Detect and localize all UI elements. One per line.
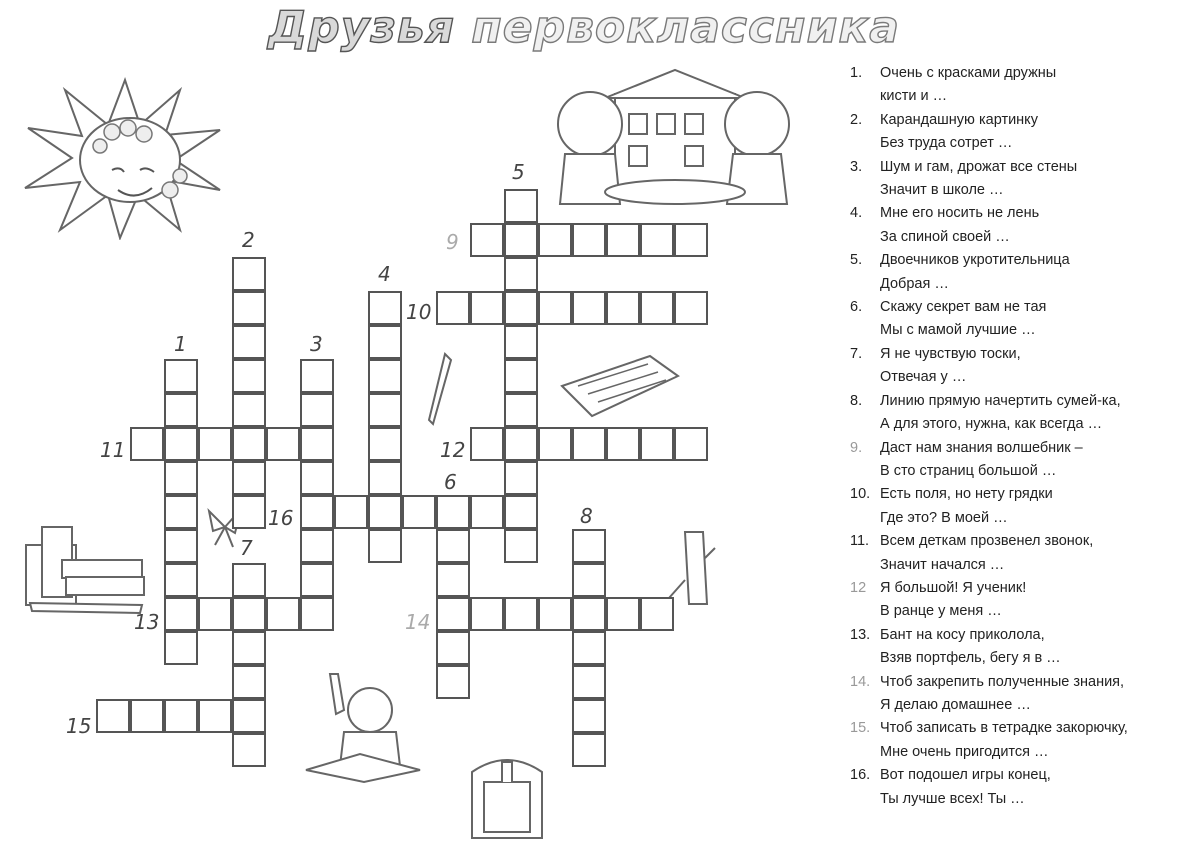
crossword-cell[interactable] — [232, 597, 266, 631]
clue-item-text: Двоечников укротительница Добрая … — [880, 252, 1070, 292]
clue-number-3: 3 — [310, 332, 323, 356]
crossword-cell[interactable] — [232, 461, 266, 495]
crossword-cell[interactable] — [572, 733, 606, 767]
crossword-cell[interactable] — [232, 325, 266, 359]
clue-item-number: 13. — [850, 626, 871, 643]
crossword-cell[interactable] — [368, 393, 402, 427]
clue-item-number: 15. — [850, 720, 871, 737]
crossword-cell[interactable] — [96, 699, 130, 733]
clue-item-number: 10. — [850, 486, 871, 503]
crossword-cell[interactable] — [572, 563, 606, 597]
crossword-cell[interactable] — [164, 359, 198, 393]
crossword-cell[interactable] — [572, 665, 606, 699]
crossword-cell[interactable] — [232, 359, 266, 393]
clue-item — [850, 202, 1190, 249]
clue-item-number: 16. — [850, 767, 871, 784]
crossword-cell[interactable] — [572, 529, 606, 563]
clue-item-number: 11. — [850, 533, 870, 550]
crossword-cell[interactable] — [504, 393, 538, 427]
crossword-cell[interactable] — [470, 291, 504, 325]
crossword-cell[interactable] — [334, 495, 368, 529]
clue-item-number: 8. — [850, 392, 863, 409]
crossword-cell[interactable] — [368, 359, 402, 393]
crossword-cell[interactable] — [504, 291, 538, 325]
crossword-cell[interactable] — [300, 529, 334, 563]
crossword-cell[interactable] — [164, 427, 198, 461]
clue-list — [850, 62, 1190, 811]
clue-item-text: Всем деткам прозвенел звонок, Значит начался … — [880, 533, 1094, 573]
crossword-cell[interactable] — [470, 495, 504, 529]
crossword-cell[interactable] — [300, 495, 334, 529]
crossword-cell[interactable] — [470, 597, 504, 631]
crossword-cell[interactable] — [232, 733, 266, 767]
clue-number-7: 7 — [240, 536, 253, 560]
clue-number-6: 6 — [444, 470, 457, 494]
crossword-cell[interactable] — [504, 495, 538, 529]
title-word-2: первоклассника — [471, 2, 900, 53]
clue-item — [850, 296, 1190, 343]
crossword-cell[interactable] — [538, 291, 572, 325]
crossword-cell[interactable] — [164, 699, 198, 733]
crossword-cell[interactable] — [232, 427, 266, 461]
crossword-cell[interactable] — [164, 631, 198, 665]
crossword-cell[interactable] — [504, 359, 538, 393]
crossword-cell[interactable] — [164, 393, 198, 427]
crossword-cell[interactable] — [504, 597, 538, 631]
crossword-cell[interactable] — [368, 461, 402, 495]
clue-item — [850, 156, 1190, 203]
clue-item — [850, 671, 1190, 718]
crossword-cell[interactable] — [572, 597, 606, 631]
crossword-cell[interactable] — [198, 427, 232, 461]
clue-item-number: 2. — [850, 111, 863, 128]
crossword-cell[interactable] — [572, 631, 606, 665]
crossword-cell[interactable] — [300, 427, 334, 461]
crossword-cell[interactable] — [232, 699, 266, 733]
clue-item-text: Вот подошел игры конец, Ты лучше всех! Ты … — [880, 767, 1051, 807]
crossword-cell[interactable] — [504, 427, 538, 461]
crossword-cell[interactable] — [572, 427, 606, 461]
crossword-cell[interactable] — [538, 223, 572, 257]
clue-number-12: 12 — [440, 438, 466, 462]
clue-number-14: 14 — [405, 610, 431, 634]
clue-item-number: 12 — [850, 579, 867, 596]
clue-item-number: 6. — [850, 299, 863, 316]
crossword-cell[interactable] — [300, 563, 334, 597]
crossword-cell[interactable] — [640, 291, 674, 325]
crossword-cell[interactable] — [368, 291, 402, 325]
crossword-cell[interactable] — [504, 257, 538, 291]
crossword-cell[interactable] — [198, 699, 232, 733]
crossword-cell[interactable] — [606, 597, 640, 631]
crossword-cell[interactable] — [402, 495, 436, 529]
crossword-cell[interactable] — [606, 427, 640, 461]
crossword-cell[interactable] — [164, 597, 198, 631]
crossword-cell[interactable] — [368, 495, 402, 529]
clue-item — [850, 437, 1190, 484]
crossword-cell[interactable] — [674, 427, 708, 461]
crossword-cell[interactable] — [674, 223, 708, 257]
clue-item-number: 3. — [850, 158, 863, 175]
clue-item — [850, 343, 1190, 390]
clue-number-1: 1 — [174, 332, 187, 356]
clue-item-number: 9. — [850, 439, 863, 456]
crossword-cell[interactable] — [674, 291, 708, 325]
crossword-cell[interactable] — [232, 631, 266, 665]
crossword-cell[interactable] — [436, 631, 470, 665]
crossword-cell[interactable] — [436, 563, 470, 597]
crossword-cell[interactable] — [300, 359, 334, 393]
clue-number-11: 11 — [100, 438, 126, 462]
crossword-cell[interactable] — [640, 427, 674, 461]
crossword-cell[interactable] — [300, 597, 334, 631]
clue-item-number: 1. — [850, 65, 863, 81]
crossword-cell[interactable] — [436, 665, 470, 699]
clue-number-9: 9 — [446, 230, 459, 254]
clue-number-2: 2 — [242, 228, 255, 252]
clue-item — [850, 62, 1190, 109]
crossword-cell[interactable] — [300, 393, 334, 427]
crossword-cell[interactable] — [164, 461, 198, 495]
crossword-cell[interactable] — [504, 189, 538, 223]
crossword-cell[interactable] — [368, 529, 402, 563]
clue-number-10: 10 — [406, 300, 432, 324]
crossword-cell[interactable] — [572, 699, 606, 733]
clue-number-4: 4 — [378, 262, 391, 286]
clue-number-5: 5 — [512, 160, 525, 184]
crossword-cell[interactable] — [436, 529, 470, 563]
crossword-cell[interactable] — [232, 291, 266, 325]
crossword-cell[interactable] — [470, 427, 504, 461]
clue-item-number: 4. — [850, 205, 863, 222]
clue-item — [850, 249, 1190, 296]
crossword-cell[interactable] — [504, 529, 538, 563]
crossword-cell[interactable] — [266, 427, 300, 461]
clue-item-text: Мне его носить не лень За спиной своей … — [880, 205, 1040, 245]
clue-item — [850, 390, 1190, 437]
clue-item — [850, 764, 1190, 811]
clue-item — [850, 717, 1190, 764]
clue-item — [850, 109, 1190, 156]
clue-item — [850, 483, 1190, 530]
crossword-cell[interactable] — [538, 597, 572, 631]
crossword-cell[interactable] — [504, 325, 538, 359]
crossword-cell[interactable] — [436, 597, 470, 631]
crossword-cell[interactable] — [232, 257, 266, 291]
clue-item — [850, 624, 1190, 671]
crossword-cell[interactable] — [470, 223, 504, 257]
crossword-cell[interactable] — [164, 495, 198, 529]
crossword-cell[interactable] — [572, 291, 606, 325]
crossword-cell[interactable] — [198, 597, 232, 631]
clue-item-text: Я большой! Я ученик! В ранце у меня … — [880, 579, 1027, 620]
clue-item-text: Бант на косу приколола, Взяв портфель, бегу я в … — [880, 626, 1061, 667]
clue-item-number: 5. — [850, 252, 863, 269]
clue-item-number: 7. — [850, 345, 863, 362]
crossword-cell[interactable] — [130, 427, 164, 461]
clue-item-text: Карандашную картинку Без труда сотрет … — [880, 111, 1038, 152]
clue-item-text: Шум и гам, дрожат все стены Значит в школе … — [880, 158, 1078, 199]
clue-number-16: 16 — [268, 506, 294, 530]
crossword-cell[interactable] — [606, 223, 640, 257]
clue-item-text: Есть поля, но нету грядки Где это? В моей … — [880, 486, 1053, 526]
clue-item — [850, 577, 1190, 624]
crossword-cell[interactable] — [504, 461, 538, 495]
crossword-cell[interactable] — [368, 325, 402, 359]
crossword-cell[interactable] — [436, 291, 470, 325]
crossword-cell[interactable] — [130, 699, 164, 733]
crossword-cell[interactable] — [164, 529, 198, 563]
crossword-cell[interactable] — [232, 495, 266, 529]
clue-item-text: Скажу секрет вам не тая Мы с мамой лучшие … — [880, 299, 1047, 339]
clue-item-text: Чтоб записать в тетрадке закорючку, Мне очень пригодится … — [880, 720, 1128, 760]
crossword-cell[interactable] — [164, 563, 198, 597]
clue-item — [850, 530, 1190, 577]
clue-item-text: Я не чувствую тоски, Отвечая у … — [880, 345, 1021, 386]
crossword-cell[interactable] — [538, 427, 572, 461]
crossword-cell[interactable] — [232, 393, 266, 427]
clue-item-text: Чтоб закрепить полученные знания, Я делаю домашнее … — [880, 673, 1125, 713]
crossword-cell[interactable] — [368, 427, 402, 461]
clue-number-13: 13 — [134, 610, 160, 634]
title-word-1: Друзья — [268, 2, 456, 53]
crossword-cell[interactable] — [640, 223, 674, 257]
crossword-cell[interactable] — [300, 461, 334, 495]
clue-number-15: 15 — [66, 714, 92, 738]
crossword-cell[interactable] — [232, 563, 266, 597]
clue-number-8: 8 — [580, 504, 593, 528]
clue-item-text: Даст нам знания волшебник – В сто страниц большой … — [880, 439, 1083, 479]
crossword-cell[interactable] — [640, 597, 674, 631]
crossword-cell[interactable] — [232, 665, 266, 699]
crossword-cell[interactable] — [572, 223, 606, 257]
crossword-cell[interactable] — [606, 291, 640, 325]
crossword-cell[interactable] — [436, 495, 470, 529]
crossword-cell[interactable] — [266, 597, 300, 631]
clue-item-text: Линию прямую начертить сумей-ка, А для этого, нужна, как всегда … — [880, 392, 1121, 433]
clue-item-text: Очень с красками дружны кисти и … — [880, 65, 1057, 105]
clue-item-number: 14. — [850, 673, 871, 690]
crossword-cell[interactable] — [504, 223, 538, 257]
